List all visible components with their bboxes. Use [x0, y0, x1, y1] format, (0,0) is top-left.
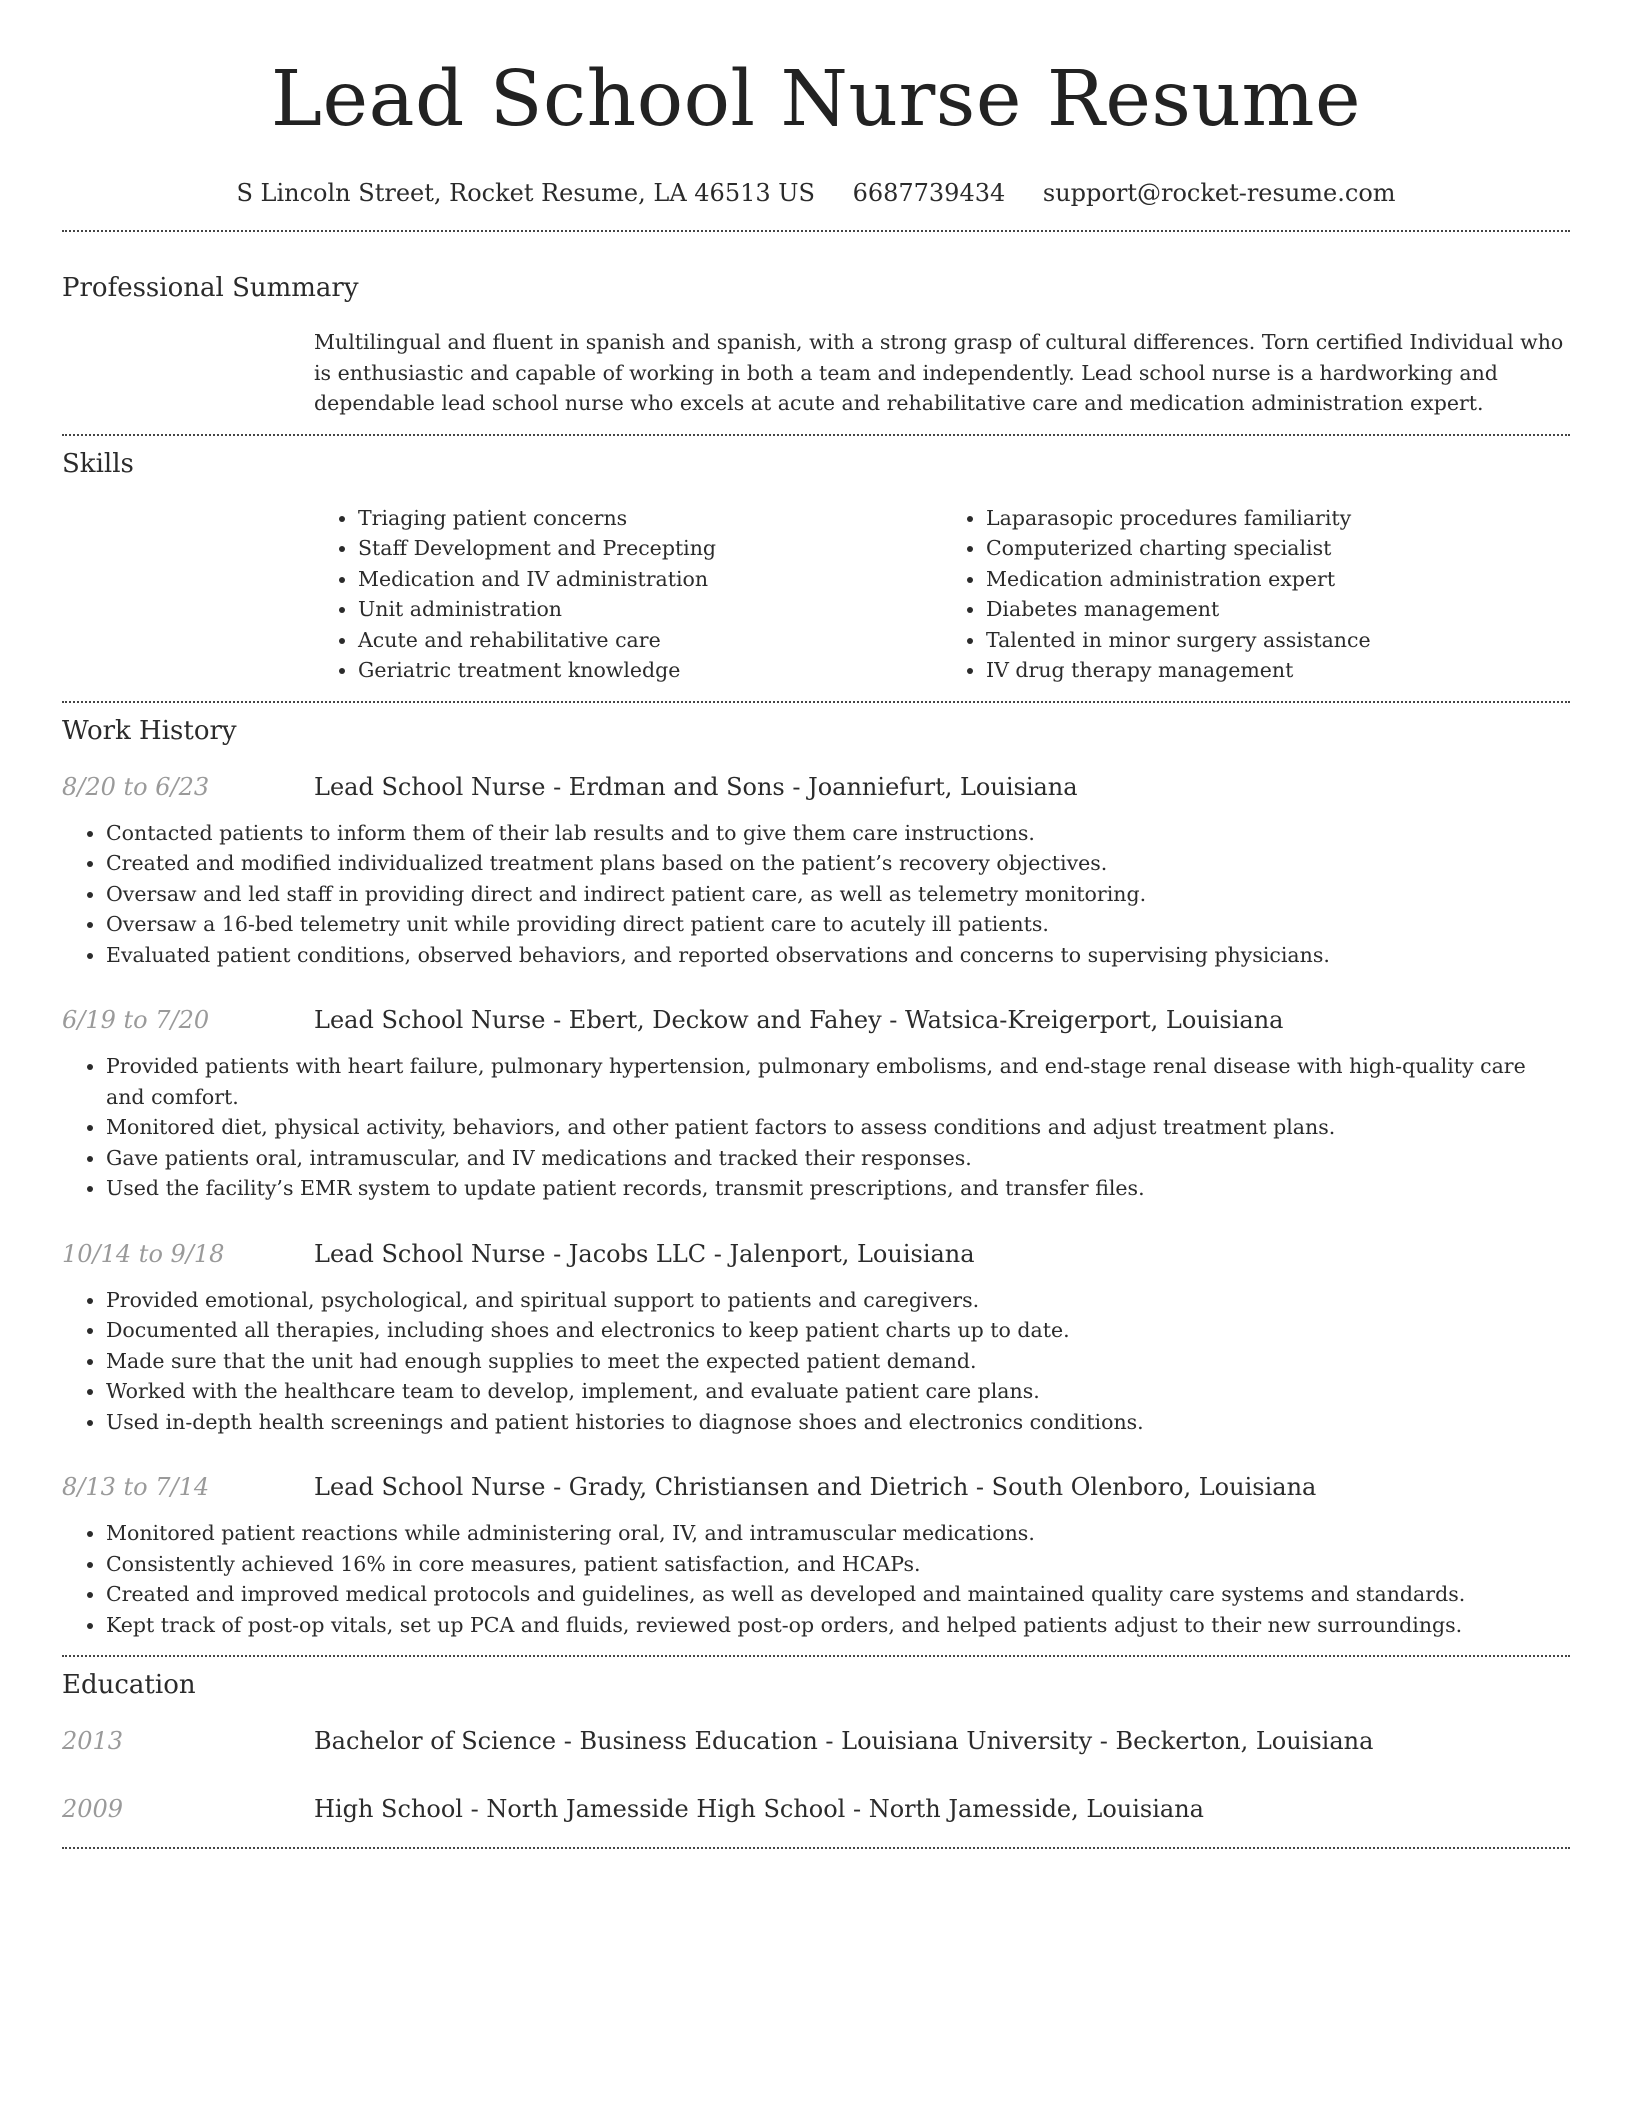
job-title: Lead School Nurse - Ebert, Deckow and Fahey - Watsica-Kreigerport, Louisiana	[314, 1006, 1284, 1034]
job-dates: 6/19 to 7/20	[62, 1006, 210, 1034]
job-bullet: • Evaluated patient conditions, observed behaviors, and reported observations and concerns to supervising physicians.	[106, 940, 1570, 971]
job-bullet: • Kept track of post-op vitals, set up PCA and fluids, reviewed post-op orders, and helped patients adjust to their new surroundings.	[106, 1610, 1570, 1641]
job-bullet: • Provided patients with heart failure, pulmonary hypertension, pulmonary embolisms, and end-stage renal disease with high-quality care and comfort.	[106, 1051, 1570, 1112]
job-dates: 8/13 to 7/14	[62, 1473, 210, 1501]
divider	[62, 230, 1570, 232]
skills-column-right	[942, 503, 1570, 686]
job-bullet: • Monitored diet, physical activity, behaviors, and other patient factors to assess conditions and adjust treatment plans.	[106, 1112, 1570, 1143]
job-dates: 8/20 to 6/23	[62, 772, 210, 801]
skills-heading: Skills	[62, 448, 134, 479]
job-bullet: • Documented all therapies, including shoes and electronics to keep patient charts up to date.	[106, 1315, 1570, 1346]
job-bullet: • Created and modified individualized treatment plans based on the patient’s recovery objectives.	[106, 848, 1570, 879]
job-bullet: • Made sure that the unit had enough supplies to meet the expected patient demand.	[106, 1346, 1570, 1377]
skill-item: • Staff Development and Precepting	[358, 533, 942, 564]
job-bullet: • Oversaw and led staff in providing direct and indirect patient care, as well as telemetry monitoring.	[106, 879, 1570, 910]
skills-list	[314, 503, 1570, 686]
divider	[62, 434, 1570, 436]
education-heading: Education	[62, 1670, 196, 1700]
work-heading: Work History	[62, 715, 237, 746]
skill-item: • Computerized charting specialist	[986, 533, 1570, 564]
job-bullet: • Used the facility’s EMR system to update patient records, transmit prescriptions, and transfer files.	[106, 1173, 1570, 1204]
job-title: Lead School Nurse - Grady, Christiansen and Dietrich - South Olenboro, Louisiana	[314, 1473, 1317, 1501]
job-bullets	[62, 1518, 1570, 1640]
job-entry	[62, 1238, 1570, 1438]
contact-phone: 6687739434	[852, 179, 1006, 207]
contact-line	[62, 178, 1570, 208]
job-bullets	[62, 1051, 1570, 1204]
skill-item: • Unit administration	[358, 594, 942, 625]
skill-item: • Talented in minor surgery assistance	[986, 625, 1570, 656]
job-bullet: • Used in-depth health screenings and patient histories to diagnose shoes and electronics conditions.	[106, 1407, 1570, 1438]
job-bullets	[62, 818, 1570, 971]
contact-email: support@rocket-resume.com	[1042, 179, 1396, 207]
education-year: 2013	[62, 1727, 124, 1755]
job-bullet: • Monitored patient reactions while administering oral, IV, and intramuscular medications.	[106, 1518, 1570, 1549]
education-detail: Bachelor of Science - Business Education - Louisiana University - Beckerton, Louisiana	[314, 1727, 1374, 1755]
job-title: Lead School Nurse - Jacobs LLC - Jalenport, Louisiana	[314, 1239, 975, 1268]
job-bullet: • Provided emotional, psychological, and spiritual support to patients and caregivers.	[106, 1285, 1570, 1316]
skill-item: • Acute and rehabilitative care	[358, 625, 942, 656]
divider	[62, 1847, 1570, 1849]
skill-item: • Medication administration expert	[986, 564, 1570, 595]
education-entry	[62, 1793, 1570, 1825]
job-bullets	[62, 1285, 1570, 1438]
job-dates: 10/14 to 9/18	[62, 1239, 225, 1268]
resume-title: Lead School Nurse Resume	[270, 55, 1362, 144]
summary-heading: Professional Summary	[62, 273, 359, 303]
job-title: Lead School Nurse - Erdman and Sons - Joanniefurt, Louisiana	[314, 772, 1078, 801]
skills-column-left	[314, 503, 942, 686]
job-bullet: • Consistently achieved 16% in core measures, patient satisfaction, and HCAPs.	[106, 1549, 1570, 1580]
divider	[62, 1655, 1570, 1657]
job-bullet: • Gave patients oral, intramuscular, and IV medications and tracked their responses.	[106, 1143, 1570, 1174]
job-bullet: • Oversaw a 16-bed telemetry unit while providing direct patient care to acutely ill patients.	[106, 909, 1570, 940]
skill-item: • Geriatric treatment knowledge	[358, 655, 942, 686]
education-year: 2009	[62, 1795, 124, 1823]
skill-item: • Medication and IV administration	[358, 564, 942, 595]
divider	[62, 701, 1570, 703]
education-entry	[62, 1725, 1570, 1757]
job-bullet: • Contacted patients to inform them of their lab results and to give them care instructions.	[106, 818, 1570, 849]
job-entry	[62, 1471, 1570, 1640]
skill-item: • Diabetes management	[986, 594, 1570, 625]
job-entry	[62, 1004, 1570, 1204]
skill-item: • Triaging patient concerns	[358, 503, 942, 534]
education-detail: High School - North Jamesside High School - North Jamesside, Louisiana	[314, 1795, 1204, 1823]
job-bullet: • Created and improved medical protocols and guidelines, as well as developed and maintained quality care systems and standards.	[106, 1579, 1570, 1610]
job-entry	[62, 771, 1570, 971]
contact-address: S Lincoln Street, Rocket Resume, LA 46513 US	[236, 179, 815, 207]
summary-text: Multilingual and fluent in spanish and spanish, with a strong grasp of cultural differences. Torn certified Individual who is enthusiastic and capable of working in both a team and independently. Lead school nurse is a hardworking and dependable lead school nurse who excels at acute and rehabilitative care and medication administration expert.	[314, 330, 1564, 415]
skill-item: • Laparasopic procedures familiarity	[986, 503, 1570, 534]
job-bullet: • Worked with the healthcare team to develop, implement, and evaluate patient care plans.	[106, 1376, 1570, 1407]
skill-item: • IV drug therapy management	[986, 655, 1570, 686]
